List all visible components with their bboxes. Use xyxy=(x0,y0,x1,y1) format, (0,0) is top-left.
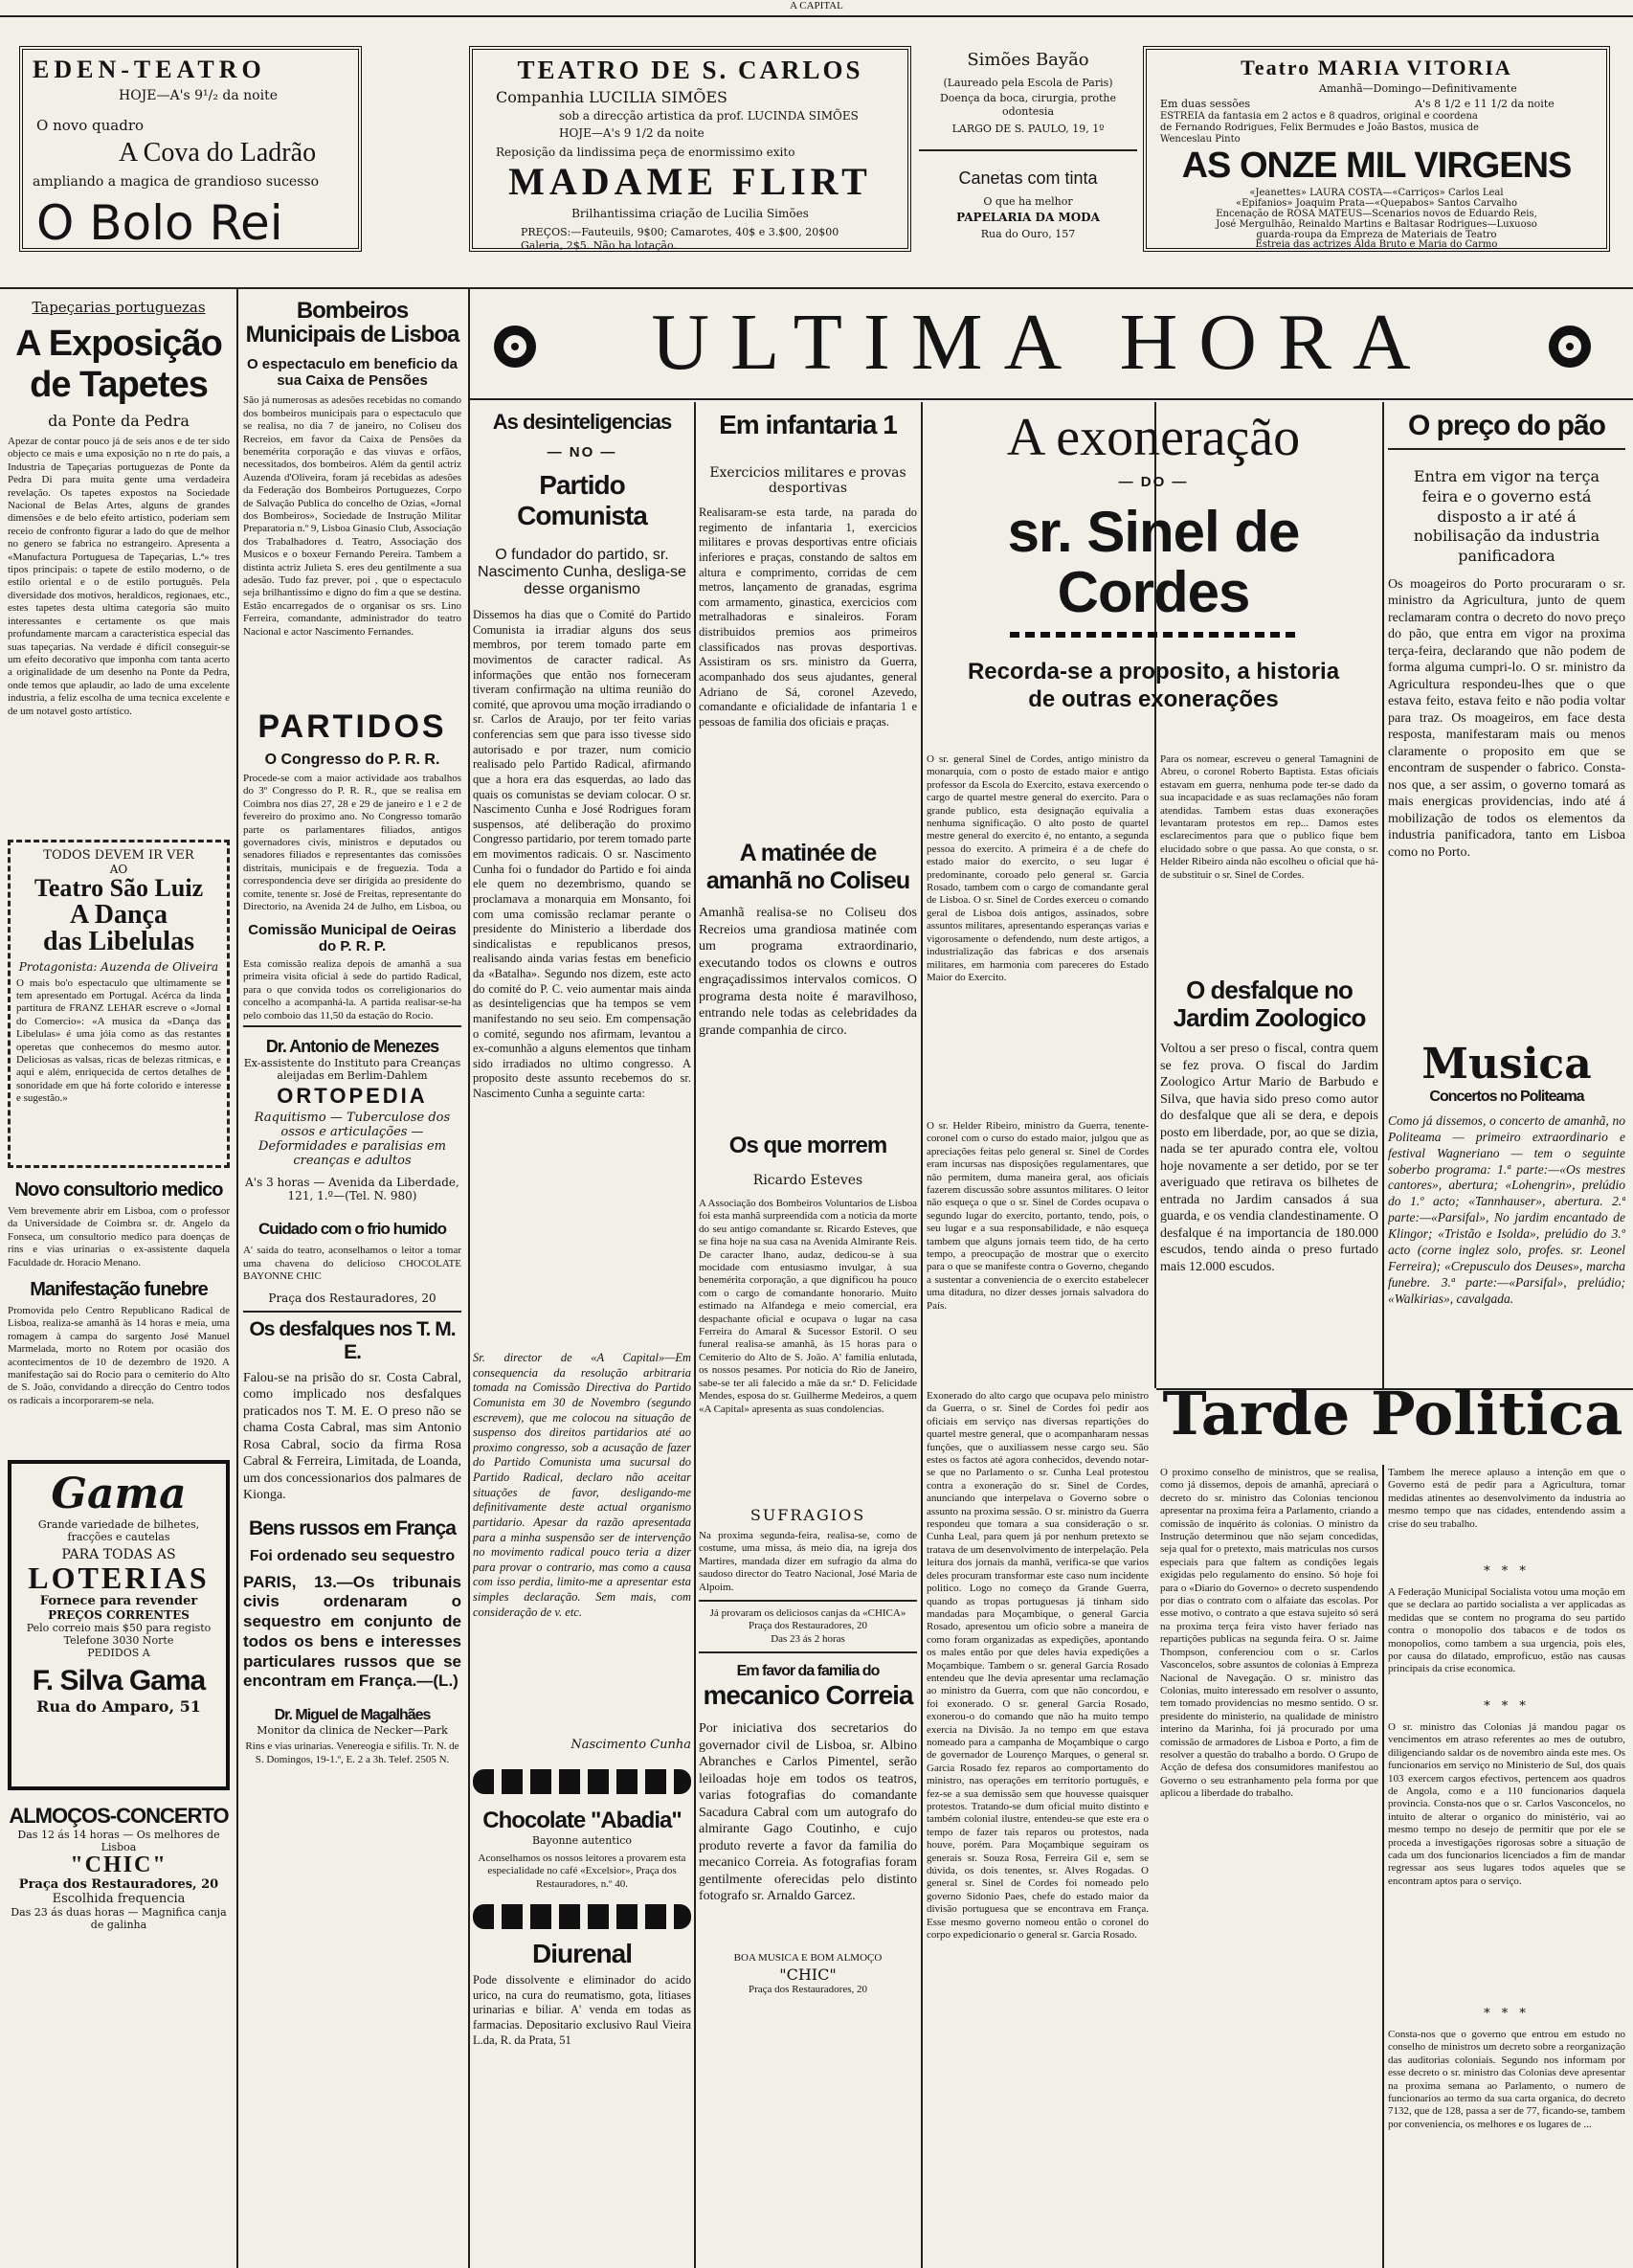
manifestacao-headline: Manifestação funebre xyxy=(30,1279,208,1301)
consultorio-body: Vem brevemente abrir em Lisboa, com o professor da Universidade de Coimbra sr. dr. Angelo da Fonseca, um consultorio medico para doenças de rins e vias urinarias o ex-assistente daquela Faculdade dr. Horacio Menano. xyxy=(8,1205,230,1269)
tapecarias-kicker: Tapeçarias portuguezas xyxy=(32,299,206,316)
ad-eden-title: O Bolo Rei xyxy=(36,195,283,251)
ornament-band-icon xyxy=(473,1904,691,1929)
ad-maria-c3: Encenação de ROSA MATEUS—Scenarios novos de Eduardo Reis, xyxy=(1216,209,1537,219)
partido-comunista-headline: Partido Comunista xyxy=(517,470,647,530)
ortopedia-header: ORTOPEDIA xyxy=(277,1084,428,1109)
oeiras-headline: Comissão Municipal de Oeiras do P. R. P. xyxy=(248,922,457,955)
gama-line-1: Grande variedade de bilhetes, fracções e cautelas xyxy=(37,1518,200,1544)
almocos-line-2: Praça dos Restauradores, 20 xyxy=(18,1876,219,1892)
frio-address: Praça dos Restauradores, 20 xyxy=(268,1291,436,1305)
tarde-politica-body: O proximo conselho de ministros, que se realisa, como já dissemos, depois de amanhã, apreciará o decreto do sr. ministro das Colonias tencionou apresentar na proxima feira a Parlamento, criando a comissão de inquérito ás colonias. O ministro da Instrução determinou que não sejam concedidas, seja qual for o pretexto, mais matriculas nos cursos especiais para que faltem as condições legais exigidas pelo regulamento do ensino. Só hoje foi para o «Diario do Governo» o decreto suspendendo por dias o contrato com o alfaiate das escolas. Por esse motivo, o contrato a que estava sujeito só será na proxima terça feira visto haver feriado nas repartições publicas na segunda feira. O sr. Jaime Thompson, conferenciou com o sr. Carlos Vasconcelos, sobre assuntos de colonias à Empreza Nacional de Navegação. O sr. ministro das Colonias, muito interessado em resolver o assunto, tem tomado providencias no mesmo sentido. O sr. presidente do ministerio, na qualidade de ministro interino da Marinha, foi já procurado por uma comissão de armadores de Lisboa e Porto, a fim de resolver a questão do trabalho a bordo. O Grupo de Acção de defesa dos consumidores manifestou ao Governo o seu estranhamento pela forma por que aplicou a liberdade do trabalho. xyxy=(1160,1467,1378,1800)
sao-luiz-body: O mais bo'o espectaculo que ultimamente se tem apresentado em Portugal. Acérca da linda partitura de FRANZ LEHAR escreve o «Jornal do Comercio»: «A musica da «Dança das Libelulas» é uma jóia como as das restantes operetas que conhecemos do mesmo autor. Deliciosas as valsas, ricas de belezas ritmicas, e aqui e além, enriquecida de certos detalhes de sonoridade em que há forte colorido e interesse e sugestão.» xyxy=(16,977,221,1105)
diurenal-headline: Diurenal xyxy=(531,1939,633,1969)
ad-maria-hours: A's 8 1/2 e 11 1/2 da noite xyxy=(1415,98,1555,110)
ad-simoes-name: Simões Bayão xyxy=(967,50,1089,70)
ad-maria-c1: «Jeanettes» LAURA COSTA—«Carriços» Carlos Leal xyxy=(1249,188,1504,198)
ornament-right-icon xyxy=(1549,326,1591,368)
ad-scarlos-creation: Brilhantissima criação de Lucilia Simões xyxy=(571,207,809,220)
sao-luiz-name: Teatro São Luiz xyxy=(34,874,204,902)
almocos-headline: ALMOÇOS-CONCERTO xyxy=(9,1804,229,1829)
familia-body: Por iniciativa dos secretarios do governador civil de Lisboa, sr. Albino Abranches e Carlos Pimentel, serão leiloadas hoje em todos os teatros, varias fotografias do comandante Sacadura Cabral com um autografo do almirante Gago Coutinho, e cujo produto reverte a favor da familia do mecanico Correia. As fotografias foram gentilmente oferecidas pelo distinto fotografo sr. Arnaldo Garcez. xyxy=(699,1721,917,1904)
congresso-body: Procede-se com a maior actividade aos trabalhos do 3º Congresso do P. R. R., que se realisa em Coimbra nos dias 27, 28 e 29 de janeiro e 1 e 2 de fevereiro do proximo ano. No Congresso tomarão parte os parlamentares filiados, antigos governadores civis, ministros e deputados ou senadores filiados e representantes das comissões distritais, municipais e de freguezia. Toda a correspondencia deve ser dirigida ao presidente do comite, tenente sr. José de Freitas, representante do Directorio, na Avenida 24 de Julho, em Lisboa, ou xyxy=(243,773,461,913)
gama-line-7: Telefone 3030 Norte xyxy=(63,1633,174,1647)
magalhaes-headline: Dr. Miguel de Magalhães xyxy=(274,1707,431,1724)
ad-simoes-bayao xyxy=(919,46,1137,252)
column-rule xyxy=(1382,402,1384,1388)
desfalque-zoologico xyxy=(1160,977,1378,1357)
ad-maria-l2: de Fernando Rodrigues, Felix Bermudes e João Bastos, musica de xyxy=(1160,123,1479,133)
ad-maria-sessions: Em duas sessões xyxy=(1160,98,1251,110)
tarde-politica-headline: Tarde Politica xyxy=(1162,1379,1623,1448)
banner-rule xyxy=(470,398,1633,400)
familia-headline-2: mecanico Correia xyxy=(703,1680,913,1711)
ad-scarlos-direction: sob a direcção artistica da prof. LUCINDA SIMÕES xyxy=(559,109,859,123)
tapetes-headline-1: A Exposição xyxy=(15,324,222,364)
chocolate-abadia-sub: Bayonne autentico xyxy=(531,1834,633,1847)
dot-rule xyxy=(1010,632,1297,638)
stars-separator: * * * xyxy=(1484,2007,1530,2021)
exoneracao-body-d: Exonerado do alto cargo que ocupava pelo ministro da Guerra, o sr. Sinel de Cordes foi pedir aos oficiais em serviço nas diversas repartições do quartel mestre general, que o acompanharam nessas funções, que o auxiliassem nesse cargo seu. São estes os factos até agora conhecidos, devendo notar-se que no Parlamento o sr. Cunha Leal protestou contra a exoneração do sr. Sinel de Cordes, anunciando que interpelava o Governo sobre o assunto na proxima sessão. O sr. ministro da Guerra respondeu que tomara a sua consideração o sr. Cunha Leal, para quem já por nenhum pretexto se tratava de um desenvolvimento de interpelação. Pela leitura dos jornais da manhã, verifica-se que varios deles procuram transformar este caso num incidente politico. Logo no começo da Grande Guerra, quando as tropas portuguesas já tinham sido mandadas para Moçambique, o general Garcia Rosado, apresentou um oficio sobre a maneira de como foram organizadas as expedições, apontando os males então por que deles havia expedições a Moçambique. Tambem o sr. general Garcia Rosado entendeu que lhe devia apresentar uma reclamação ao ministro da Guerra, com que não concordou, e foi exonerado. O sr. general Garcia Rosado, exonerou-o do comando que não ha muito tempo exercia na Divisão. Ja no tempo em que estava nomeado para a campanha de Moçambique o cargo de governador de Lourenço Marques, o general sr. Garcia Rosado fez reparos ao comportamento do ministro, nas operações em territorio português, e fez-se a sua demissão sem que houvesse quaisquer protestos. Tratando-se dum oficial muito distinto e também colonial ilustre, entendeu-se que este era o tempo de fazer tais reparos ou protestos, nada houve, porém. Para Moçambique seguiram os generais sr. Souza Rosa, Ferreira Gil e, sem se dúvida, os dois tenentes, sr. Alves Rogadas. O general sr. Sinel de Cordes foi nomeado pelo governo Sidonio Paes, chefe do estado maior da divisão portuguesa que se encontrava em França. Esse mesmo governo nomeou então o coronel do corpo expedicionario o general sr. Garcia Rosado. xyxy=(927,1390,1149,1942)
musica-chic-name: "CHIC" xyxy=(779,1965,837,1984)
musica-sub: Concertos no Politeama xyxy=(1429,1088,1584,1105)
diurenal-body: Pode dissolvente e eliminador do acido urico, na cura do reumatismo, gota, litiases urinarias e biliar. A' venda em todas as farmacias. Depositario exclusivo Raul Vieira L.da, R. da Prata, 51 xyxy=(473,1973,691,2047)
divider xyxy=(243,1311,461,1313)
ad-maria-name: Teatro MARIA VITORIA xyxy=(1241,56,1512,79)
musica-chic-address: Praça dos Restauradores, 20 xyxy=(748,1983,868,1995)
familia-headline-1: Em favor da familia do xyxy=(736,1663,880,1680)
column-rule xyxy=(694,402,696,2268)
ad-scarlos-prices: PREÇOS:—Fauteuils, 9$00; Camarotes, 40$ e 3.$00, 20$00 xyxy=(521,226,839,238)
ad-maria-vitoria xyxy=(1143,46,1610,252)
musica-chic-line: BOA MUSICA E BOM ALMOÇO xyxy=(733,1952,883,1965)
ad-scarlos-revival: Reposição da lindissima peça de enormissimo exito xyxy=(496,146,795,159)
preco-pao-sub: Entra em vigor na terça feira e o governo está disposto a ir até á nobilisação da industria panificadora xyxy=(1413,467,1600,566)
ornament-left-icon xyxy=(494,326,536,368)
ad-maria-c4: José Mergulhão, Reinaldo Martins e Baltasar Rodrigues—Luxuoso xyxy=(1216,219,1537,230)
sinel-de-cordes-article xyxy=(925,410,1382,736)
os-que-morrem-sub: Ricardo Esteves xyxy=(752,1173,863,1188)
ad-eden-note: ampliando a magica de grandioso sucesso xyxy=(33,174,320,190)
frio-body: A' saída do teatro, aconselhamos o leitor a tomar uma chavena do delicioso CHOCOLATE BAYONNE CHIC xyxy=(243,1245,461,1283)
ad-eden-schedule: HOJE—A's 9¹/₂ da noite xyxy=(119,88,279,103)
desfalques-tme-body: Falou-se na prisão do sr. Costa Cabral, como implicado nos desfalques praticados nos T. M. E. O preso não se chama Costa Cabral, mas sim Antonio Rosa Cabral, socio da firma Rosa Cabral & Ferreira, Limitada, de Loanda, um dos concessionarios dos palmares de Kionga. xyxy=(243,1370,461,1503)
ad-scarlos-company: Companhia LUCILIA SIMÕES xyxy=(496,88,727,106)
sao-luiz-play-2: das Libelulas xyxy=(43,927,194,957)
gama-line-3: LOTERIAS xyxy=(28,1561,210,1596)
stars-separator: * * * xyxy=(1484,1699,1530,1714)
oeiras-body: Esta comissão realiza depois de amanhã a sua primeira visita oficial à sede do partido Radical, para o que convida todos os correligionarios do concelho a acompanhá-la. A partida realisar-se-ha pelo comboio das 11,50 da estação do Rocio. xyxy=(243,958,461,1021)
comunista-signature: Nascimento Cunha xyxy=(570,1738,691,1752)
desfalque-zoologico-body: Voltou a ser preso o fiscal, contra quem se fez prova. O fiscal do Jardim Zoologico Artur Mario de Barbudo e Silva, que havia sido preso como autor do desfalque que ali se dera, e depois posto em liberdade, por, ao que se dizia, nada se ter apurado contra ele, voltou hoje novamente a ser detido, por se ter averiguado que retirava os bilhetes de entrada no Jardim cansados á sua guarda, e os vendia clandestinamente. O desfalque é na importancia de 180.000 escudos, tendo ainda o preso furtado mais 12.000 escudos. xyxy=(1160,1042,1378,1274)
gama-line-8: PEDIDOS A xyxy=(87,1646,150,1659)
sinel-de-cordes-headline: sr. Sinel de Cordes xyxy=(1007,499,1300,624)
divider xyxy=(699,1651,917,1653)
ad-simoes-address: LARGO DE S. PAULO, 19, 1º xyxy=(951,123,1105,135)
consultorio-headline: Novo consultorio medico xyxy=(14,1179,223,1201)
os-que-morrem-headline: Os que morrem xyxy=(728,1133,887,1158)
exoneracao-body-a: O sr. general Sinel de Cordes, antigo ministro da monarquia, com o posto de estado maior e antigo professor da Escola do Exercito, estava exercendo o cargo de quartel mestre general do exercito. Para o grande publico, esta designação equivalia a nenhuma significação. O alto posto de quartel mestre general do exercito é, no entanto, a segunda pessoa do exercito. A primeira é a de chefe do estado maior do exercito, o seu lugar é predominante, coroado pelo general sr. Garcia Rosado, tambem com o cargo de comandante geral de Lisboa. O sr. Sinel de Cordes exerceu o comando geral de Lisboa dois antigos, assinados, sobre assuntos militares, apresentando esperanças varias e vigorosamente o defendendo, num deste artigos, a industrialização das fabricas e dos arsenais militares, em harmonia com pareceres do Estado Maior do Exercito. xyxy=(927,753,1149,983)
bens-russos-body: PARIS, 13.—Os tribunais civis ordenaram o sequestro em conjunto de todos os bens e interesses particulares russos que se encontram em França.—(L.) xyxy=(243,1572,461,1691)
stars-separator: * * * xyxy=(1484,1564,1530,1579)
ultima-hora-banner: ULTIMA HORA xyxy=(651,298,1432,387)
ad-maria-l3: Wenceslau Pinto xyxy=(1160,134,1241,145)
ad-scarlos-gallery: Galeria, 2$5. Não ha lotação. xyxy=(521,239,677,252)
ornament-band-icon xyxy=(473,1769,691,1794)
gama-line-6: Pelo correio mais $50 para registo xyxy=(26,1621,212,1634)
divider xyxy=(919,149,1137,151)
infantaria-body: Realisaram-se esta tarde, na parada do regimento de infantaria 1, exercicios militares e provas desportivas entre oficiais inferiores e praças, constando de saltos em altura e comprimento, corridas de cem metros, lançamento de granadas, esgrima com armamento, ginastica, exercicios com metralhadoras e sinaleiros. Foram distribuidos premios aos primeiros classificados nas provas desportivas. Assistiram os srs. ministro da Guerra, acompanhado dos seus ajudantes, general Adriano de Sá, coronel Azevedo, comandante e oficialidade de infantaria 1 e pessoas de familia dos oficiais e praças. xyxy=(699,505,917,729)
chocolate-abadia-body: Aconselhamos os nossos leitores a provarem esta especialidade no café «Excelsior», Praça dos Restauradores, n.º 40. xyxy=(478,1853,686,1890)
ad-pens-street: Rua do Ouro, 157 xyxy=(980,228,1076,240)
colonias-body: O sr. ministro das Colonias já mandou pagar os vencimentos em atraso referentes ao mes de outubro, diligenciando saldar os de novembro ainda este mes. Os funcionarios em serviço no Ministerio de Sul, dos quais 103 exercem cargos efectivos, pertencem aos quadros de Angola, como e a 110 funcionarios daquela provincia. Consta-nos que o sr. Carlos Vasconcelos, no intuito de alterar o organico do ministério, vai ao mesmo tempo no desejo de permitir que por ele se proceda a investigações rigorosas sobre a situação de cada um dos funcionarios licenciados a fim de mandar regressar aos seus lugares todos aqueles que se encontram aptos para o serviço. xyxy=(1388,1721,1625,1887)
ad-teatro-scarlos xyxy=(469,46,911,252)
column-1 xyxy=(8,299,230,1931)
ad-maria-c6: Estreia das actrizes Alda Bruto e Maria do Carmo xyxy=(1255,239,1498,250)
partidos-header: PARTIDOS xyxy=(257,708,447,746)
column-rule xyxy=(468,289,470,2268)
ad-simoes-line2: Doença da boca, cirurgia, prothe xyxy=(939,92,1117,104)
ad-eden-teatro xyxy=(19,46,362,252)
column-6 xyxy=(1388,410,1625,1401)
sao-luiz-top: TODOS DEVEM IR VER xyxy=(43,848,194,863)
exoneracao-body-c: O sr. Helder Ribeiro, ministro da Guerra, tenente-coronel com o curso do estado maior, julgou que as apreciações feitas pelo general sr. Sinel de Cordes eram incursas nas disposições regulamentares, que não permitem, duma maneira geral, aos oficiais fazerem discussão sobre assuntos militares. O leitor não esqueça o que o sr. Sinel de Cordes ocupava o segundo lugar do exercito, portanto, tendo, pois, o seu lugar e a sua responsabilidade, e não esqueça tambem que alguns jornais teem tido, de ha certo tempo, a preocupação de mostrar que o exercito para o que se manifeste contra o Governo, chegando a sustentar a conveniencia de o exercito estabelecer uma ditadura, no dizer desses jornais salvadora do País. xyxy=(927,1120,1149,1312)
ad-sao-luiz xyxy=(8,840,230,1168)
bens-russos-headline: Bens russos em França xyxy=(249,1516,456,1539)
desinteligencias-headline: As desinteligencias xyxy=(492,410,672,434)
ad-simoes-line1: (Laureado pela Escola de Paris) xyxy=(943,77,1113,89)
bombeiros-body: São já numerosas as adesões recebidas no comando dos bombeiros municipais para o espectaculo que se realisa, no dia 7 de janeiro, no Coliseu dos Recreios, em favor da Caixa de Pensões da benemérita corporação e das viuvas e orfãos, necessitados, dos bombeiros. Além da gentil actriz Auzenda d'Oliveira, foram já recebidas as adesões da Federação dos Bombeiros Portuguezes, Corpo de Salvação Publica do concelho de Ozias, «Jornal dos Bombeiros», Sociedade de Instrução Militar Preparatoria n.º 9, Lisboa Ginasio Club, Associação dos Trabalhadores d. Teatro, Associação dos Musicos e o boxeur Fernando Pereira. Tambem a distinta actriz Julieta S. eres deu gentilmente a sua adesão. Tudo faz prever, poi , que o espectaculo seja brilhantissimo e digno do fim a que se destina. Estão encarregados de o organisar os srs. Lino Ferreira, comandante, administrador do teatro Nacional e actor Nascimento Fernandes. xyxy=(243,394,461,638)
ad-scarlos-name: TEATRO DE S. CARLOS xyxy=(517,56,863,84)
bombeiros-sub: O espectaculo em beneficio da sua Caixa de Pensões xyxy=(246,356,459,390)
ad-maria-c2: «Epifanios» Joaquim Prata—«Quepabos» Santos Carvalho xyxy=(1235,198,1518,209)
musica-body: Como já dissemos, o concerto de amanhã, no Politeama — primeiro extraordinario e festival Wagneriano — tem o seguinte soberbo programa: 1.ª parte:—«Os mestres cantores», abertura; «Lohengrin», prelúdio do 1.º acto; «Tannhauser», abertura. 2.ª parte:—«Parsifal», No jardim encantado de Klingor; «Tristão e Isolda», prelúdio do 3.º acto (corne inglez solo, profes. sr. Leonel Ferreira); «Crepusculo dos Deuses», marcha funebre. 3.ª parte:—«Parsifal», prelúdio; «Walkirias», cavalgada. xyxy=(1388,1112,1625,1306)
bens-russos-sub: Foi ordenado seu sequestro xyxy=(249,1547,456,1564)
tapetes-body: Apezar de contar pouco já de seis anos e de ter sido objecto ce mais e uma exposição no n rte do país, a Industria de Tapeçarias portuguezas de Ponte da Pedra Di para muita gente uma verdadeira revelação. Os tapetes expostos na Sociedade Nacional de Belas Artes, alguns de grandes dimensões e de belo efeito artístico, poderiam sem receio de confronto figurar a lado do que de melhor no genero se fabrica no estrangeiro. Apresenta a «Manufactura Portuguesa de Tapeçarias, L.ª» tres tipos principais: o tapete de estilo moderno, o de estilo oriental e o de estilo português. Pela diversidade dos motivos, heraldicos, regionaes, etc., estes tapetes desta ultima categoria são muito interessantes e certamente os que mais profundamente marcam a característica especial das suas tapeçarias. Na verdade é difícil conseguir-se um efeito decorativo que imponha com tanta acerto a originalidade de um desenho na Ponte da Pedra, onde temos que aplaudir, ao lado de uma excelente industria, a feliz escolha de uma tecnica excelente e de um notavel gosto artístico. xyxy=(8,436,230,717)
comunista-sub: O fundador do partido, sr. Nascimento Cunha, desliga-se desse organismo xyxy=(478,547,686,597)
tarde-politica-col-b xyxy=(1388,1467,1625,2230)
almocos-line-1: Das 12 ás 14 horas — Os melhores de Lisboa xyxy=(17,1829,220,1854)
matinee-body: Amanhã realisa-se no Coliseu dos Recreios uma grandiosa matinée com um programa extraordinario, executando todos os clowns e outros engraçadissimos intervalos comicos. O programa desta noite é maravilhoso, entrando nele todas as celebridades da grande companhia de circo. xyxy=(699,906,917,1038)
ad-eden-name: EDEN-TEATRO xyxy=(33,56,266,83)
exoneracao-do: — DO — xyxy=(1118,473,1189,490)
ad-maria-days: Amanhã—Domingo—Definitivamente xyxy=(1319,82,1517,95)
divider xyxy=(699,1600,917,1602)
desfalque-zoologico-headline: O desfalque no Jardim Zoologico xyxy=(1173,976,1366,1032)
gama-line-5: PREÇOS CORRENTES xyxy=(48,1607,190,1622)
gama-line-2: PARA TODAS AS xyxy=(61,1547,176,1563)
ad-simoes-line3: odontesia xyxy=(1001,105,1055,118)
sao-luiz-ao: AO xyxy=(109,863,128,876)
ads-bottom-rule xyxy=(0,287,1633,289)
ad-pens-shop: PAPELARIA DA MODA xyxy=(956,211,1100,224)
top-rule xyxy=(0,15,1633,17)
column-3 xyxy=(473,410,691,2048)
sufragios-headline: SUFRAGIOS xyxy=(749,1506,866,1524)
matinee-headline: A matinée de amanhã no Coliseu xyxy=(705,840,910,894)
auditorias-body: Consta-nos que o governo que entrou em estudo no conselho de ministros um decreto sobre a reorganização das auditorias coloniais. Segundo nos informam por esse decreto o sr. ministro das Colonias deve apresentar na proxima semana ao Parlamento, o numero de funcionarios ao termo da sua carta organica, do decreto 7132, que de 128, passa a ser de 77, ficando-se, tambem por conveniencia, os melhores e os lugares de ... xyxy=(1388,2029,1625,2130)
exoneracao-sub: Recorda-se a proposito, a historia de outras exonerações xyxy=(967,658,1340,712)
menezes-headline: Dr. Antonio de Menezes xyxy=(265,1037,439,1057)
infantaria-headline: Em infantaria 1 xyxy=(719,410,897,439)
exoneracao-headline: A exoneração xyxy=(1006,408,1301,467)
divider xyxy=(243,1025,461,1027)
chocolate-abadia-headline: Chocolate "Abadia" xyxy=(482,1808,682,1833)
os-que-morrem-body: A Associação dos Bombeiros Voluntarios de Lisboa foi esta manhã surpreendida com a noticia da morte do seu antigo comandante sr. Ricardo Esteves, que se fina hoje na sua casa na Avenida Almirante Reis. De caracter lhano, audaz, dedicou-se à sua mocidade com entusiasmo invulgar, à sua benemérita corporação, a que dignificou ha pouco com o cargo de comandante honorario. Muito estimado na Alfandega e meio comercial, era despachante oficial e ocupava o lugar na casa Ferreira do Amaral & Sucessor Estoril. O seu funeral realisa-se amanhã, às 15 horas para o Cemiterio do Alto de S. João. A' familia enlutada, os nossos pesames. Por noticia do Rio de Janeiro, sabe-se ter ali falecido a mãe da sr.ª D. Felicidade Mendes, esposa do sr. Guilherme Medeiros, a quem «A Capital» apresenta as suas condolencias. xyxy=(699,1198,917,1415)
almocos-chic: "CHIC" xyxy=(70,1853,168,1878)
desinteligencias-no: — NO — xyxy=(547,444,617,460)
comunista-body: Dissemos ha dias que o Comité do Partido Comunista ia irradiar alguns dos seus membros, por terem tomado parte em movimentos de caracter radical. As informações que então nos forneceram tiveram confirmação na ultima reunião do comité, que aprovou uma moção irradiando o sr. Carlos de Araujo, por ter feito varias conferencias sem que para isso tivesse sido autorisado e por trazer, num comicio realisado pelo Partido Radical, afirmando que a hora era das esquerdas, ao lado das quais os comunistas se deviam colocar. O sr. Nascimento Cunha e José Rodrigues foram suspensos, até deliberação do proximo Congresso partidario, por terem tomado parte em movimentos radicais. O sr. Nascimento Cunha foi o fundador do Partido e foi ainda ele quem no dezembrismo, quando se proclamava a monarquia em Monsanto, foi com uma comissão reclamar perante o presidente do Ministerio a liberdade dos sindicalistas e republicanos presos, realisando ainda varias festas em beneficio da «Batalha». Segundo nos dizem, este acto do comité do P. C. veio aumentar mais ainda as desinteligencias que ha tempos se vem manifestando no seu seio. Em compensação o comité, segundo nos afirmam, levantou a ex-comunhão a alguns elementos que tinham sido irradiados no ultimo congresso. A proposito deste assunto recebemos do sr. Nascimento Cunha a seguinte carta: xyxy=(473,608,691,1100)
column-rule xyxy=(236,289,238,2268)
comunista-letter: Sr. director de «A Capital»—Em consequencia da resolução arbitraria tomada na Comissão Directiva do Partido Comunista em 30 de Novembro (segundo escrevem), que me colocou na situação de suspenso dos direitos partidarios até ao proximo congresso, sob a acusação de fazer do Partido Comunista uma sucursal do Partido Radical, declaro não aceitar situações de favor, desligando-me definitivamente deste actual organismo partidario. Apesar da razão apresentada para a minha suspensão ser de intervenção no movimento radical pouco teria a dizer para provar o contrario, mas como a causa com isso perdia, limito-me a apresentar esta simples declaração. Sem mais, com consideração de v. etc. xyxy=(473,1351,691,1619)
musica-headline: Musica xyxy=(1421,1039,1592,1089)
masthead: A CAPITAL xyxy=(790,0,843,11)
almocos-line-3: Escolhida frequencia xyxy=(52,1891,186,1906)
congresso-headline: O Congresso do P. R. R. xyxy=(264,752,440,769)
ad-scarlos-title: MADAME FLIRT xyxy=(508,160,872,203)
ad-pens: Canetas com tinta xyxy=(958,168,1098,188)
column-rule xyxy=(921,402,923,2268)
almocos-line-4: Das 23 ás duas horas — Magnifica canja de galinha xyxy=(11,1905,227,1931)
gama-logo: Gama xyxy=(51,1470,187,1519)
exoneracao-body-b: Para os nomear, escreveu o general Tamagnini de Abreu, o coronel Roberto Baptista. Estas oficiais estavam em guerra, nenhuma pode ter-se dado da sua incapacidade e as suas reclamações não foram atendidas. Tambem estas duas exonerações levantaram protestos em rep... Damos estes esclarecimentos para que o publico fique bem elucidado sobre o que passa. Ao que consta, o sr. Helder Ribeiro ainda não escolheu o oficial que há-de substituir o sr. Sinel de Cordes. xyxy=(1160,753,1378,881)
ortopedia-line-1: Raquitismo — Tuberculose dos ossos e articulações — Deformidades e paralisias em creanças e adultos xyxy=(254,1111,451,1169)
ad-eden-intro: O novo quadro xyxy=(36,117,145,134)
ad-maria-title: AS ONZE MIL VIRGENS xyxy=(1181,146,1572,186)
ortopedia-line-2: A's 3 horas — Avenida da Liberdade, 121, 1.º—(Tel. N. 980) xyxy=(245,1176,459,1203)
column-4 xyxy=(699,410,917,1996)
infantaria-sub: Exercicios militares e provas desportivas xyxy=(709,465,906,496)
magalhaes-body: Rins e vias urinarias. Venereogia e sifilis. Tr. N. de S. Domingos, 19-1.º, E. 2 a 3h. Telef. 2505 N. xyxy=(245,1740,459,1765)
sufragios-body: Na proxima segunda-feira, realisa-se, como de costume, uma missa, ás meio dia, na igreja dos Martires, mandada dizer em sufragio da alma do saudoso director do Teatro Nacional, José Maria de Alpoim. xyxy=(699,1530,917,1593)
ad-maria-l1: ESTREIA da fantasia em 2 actos e 8 quadros, original e coordena xyxy=(1160,111,1478,122)
sao-luiz-cast: Protagonista: Auzenda de Oliveira xyxy=(18,959,219,974)
divider xyxy=(1388,448,1625,450)
tapetes-sub: da Ponte da Pedra xyxy=(48,412,190,430)
ad-maria-c5: guarda-roupa da Empreza de Materiais de Teatro xyxy=(1256,230,1497,240)
frio-headline: Cuidado com o frio humido xyxy=(258,1220,446,1239)
chica-line-1: Já provaram os deliciosos canjas da «CHICA» xyxy=(709,1607,906,1620)
menezes-line: Ex-assistente do Instituto para Creanças aleijadas em Berlim-Dahlem xyxy=(243,1057,461,1083)
ad-pens-best: O que ha melhor xyxy=(983,195,1073,208)
preco-pao-headline: O preço do pão xyxy=(1407,410,1606,441)
magalhaes-line: Monitor da clinica de Necker—Park xyxy=(257,1724,448,1738)
desfalques-tme-headline: Os desfalques nos T. M. E. xyxy=(249,1317,456,1363)
column-2 xyxy=(243,299,461,1766)
ad-scarlos-schedule: HOJE—A's 9 1/2 da noite xyxy=(559,126,705,140)
gama-address: Rua do Amparo, 51 xyxy=(36,1696,201,1716)
chica-line-3: Das 23 ás 2 horas xyxy=(771,1632,845,1645)
ad-eden-play: A Cova do Ladrão xyxy=(119,138,317,168)
gama-line-4: Fornece para revender xyxy=(39,1593,198,1608)
bombeiros-headline: Bombeiros Municipais de Lisboa xyxy=(245,298,459,348)
chica-line-2: Praça dos Restauradores, 20 xyxy=(748,1620,868,1632)
tarde-politica-col-a xyxy=(1160,1467,1378,2252)
tapetes-headline-2: de Tapetes xyxy=(30,365,208,405)
ad-gama-loterias xyxy=(8,1460,230,1790)
sao-luiz-play-1: A Dança xyxy=(70,899,168,930)
tarde-politica-body-2: Tambem lhe merece aplauso a intenção em que o Governo está de pedir para a Agricultura, tomar medidas atinentes ao desenvolvimento da industria ao mesmo tempo que nas cidades, entendendo assim a crise do seu trabalho. xyxy=(1388,1467,1625,1530)
federacao-body: A Federação Municipal Socialista votou uma moção em que se declara ao partido socialista a ver applicadas as medidas que se contem no programa do seu partido contra o monopolio dos tabacos e de todos os monopolios, como tambem a sua urgencia, pois eles, por causa do dilatado, emproficuo, estão nas causas principais da crise economica. xyxy=(1388,1586,1625,1675)
gama-name: F. Silva Gama xyxy=(32,1664,206,1696)
preco-pao-body: Os moageiros do Porto procuraram o sr. ministro da Agricultura, junto de quem reclamaram contra o decreto do novo preço do pão, que entra em vigor na proxima terça-feira, declarando que não podem de forma alguma cumpri-lo. O sr. ministro da Agricultura respondeu-lhes que o que estava feito, estava feito e não podia voltar para traz. Os moageiros, em face desta resposta, manifestaram mais ou menos claramente o proposito em que se encontram de suspender o fabrico. Consta-nos que, a ser assim, o governo tomará as mais energicas providencias, indo até á mobilização de todos os elementos da industria panificadora, tanto em Lisboa como no Porto. xyxy=(1388,576,1625,860)
manifestacao-body: Promovida pelo Centro Republicano Radical de Lisboa, realiza-se amanhã às 14 horas e meia, uma romagem à campa do sargento José Manuel Marmelada, morto no Rotem por ocasião dos acontecimentos de 10 de dezembro de 1920. A manifestação sai do Rocio para o cemiterio do Alto de S. João, convidando a direcção do Centro todos os radicais a incorporarem-se nela. xyxy=(8,1305,230,1406)
column-rule xyxy=(1382,1465,1384,2268)
